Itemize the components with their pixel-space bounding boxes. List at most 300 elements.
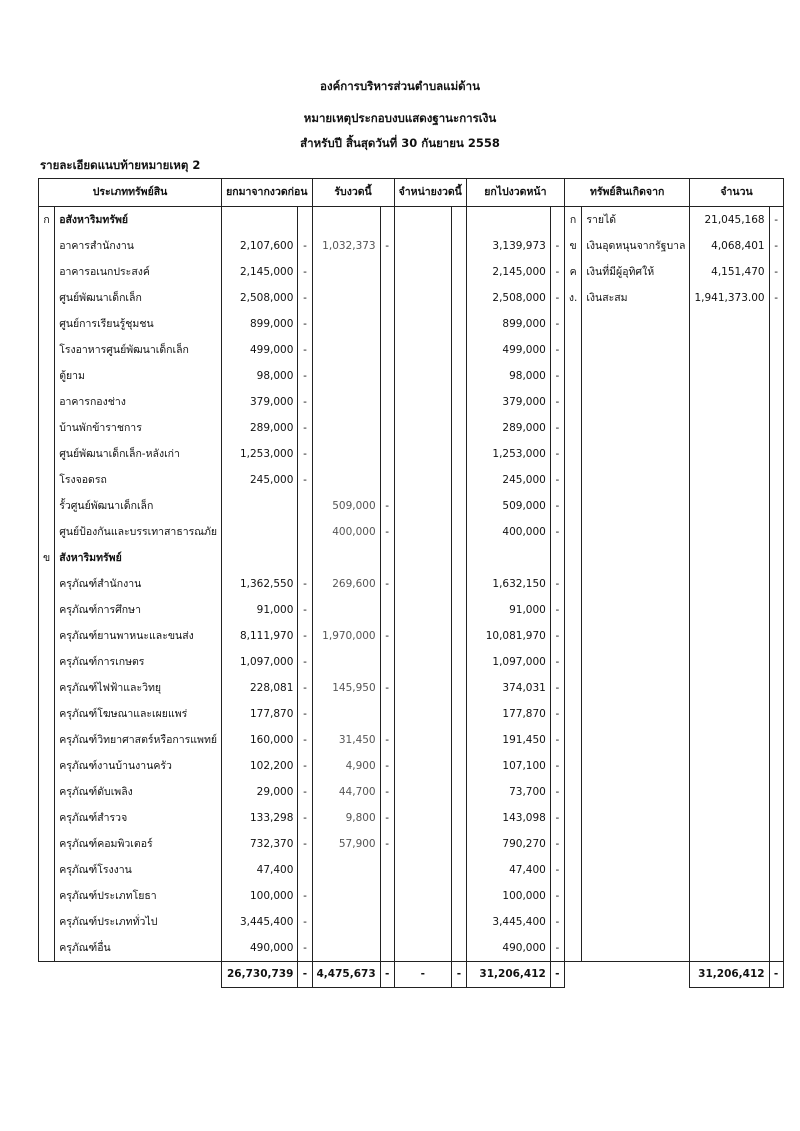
row-mark (39, 753, 55, 779)
dash-mark: - (298, 311, 312, 337)
carried-forward-value: 73,700 (466, 779, 550, 805)
disposed-value (394, 649, 451, 675)
dash-mark (451, 623, 466, 649)
table-row (39, 909, 784, 935)
source-mark (564, 545, 581, 571)
source-mark (564, 311, 581, 337)
asset-name: ครุภัณฑ์สำนักงาน (55, 571, 222, 597)
received-value (312, 597, 380, 623)
carried-forward-value: 107,100 (466, 753, 550, 779)
received-value: 44,700 (312, 779, 380, 805)
brought-forward-value: 3,445,400 (222, 909, 298, 935)
dash-mark (451, 831, 466, 857)
source-amount (690, 311, 769, 337)
dash-mark (769, 935, 783, 962)
disposed-value (394, 467, 451, 493)
source-amount (690, 779, 769, 805)
disposed-value (394, 675, 451, 701)
dash-mark (769, 753, 783, 779)
dash-mark (380, 467, 394, 493)
disposed-value (394, 805, 451, 831)
received-value (312, 935, 380, 962)
source-amount (690, 831, 769, 857)
source-amount (690, 883, 769, 909)
disposed-value (394, 389, 451, 415)
source-name: เงินที่มีผู้อุทิศให้ (582, 259, 690, 285)
carried-forward-value: 499,000 (466, 337, 550, 363)
source-name (582, 831, 690, 857)
dash-mark: - (380, 571, 394, 597)
received-value: 509,000 (312, 493, 380, 519)
asset-name: ครุภัณฑ์งานบ้านงานครัว (55, 753, 222, 779)
dash-mark (380, 857, 394, 883)
row-mark (39, 857, 55, 883)
source-amount (690, 441, 769, 467)
dash-mark (769, 571, 783, 597)
total-received: 4,475,673 (312, 962, 380, 988)
dash-mark: - (550, 675, 564, 701)
asset-name: ศูนย์การเรียนรู้ชุมชน (55, 311, 222, 337)
dash-mark: - (298, 649, 312, 675)
dash-mark: - (298, 883, 312, 909)
row-mark (39, 909, 55, 935)
table-row (39, 805, 784, 831)
dash-mark: - (380, 727, 394, 753)
table-row (39, 259, 784, 285)
asset-name: สังหาริมทรัพย์ (55, 545, 222, 571)
dash-mark: - (550, 909, 564, 935)
brought-forward-value: 91,000 (222, 597, 298, 623)
row-mark (39, 649, 55, 675)
source-name (582, 883, 690, 909)
received-value: 31,450 (312, 727, 380, 753)
source-amount (690, 805, 769, 831)
table-row (39, 311, 784, 337)
note-label: รายละเอียดแนบท้ายหมายเหตุ 2 (40, 158, 201, 172)
table-row (39, 675, 784, 701)
dash-mark: - (298, 467, 312, 493)
table-row (39, 519, 784, 545)
dash-mark: - (298, 935, 312, 962)
source-amount (690, 545, 769, 571)
carried-forward-value (466, 545, 550, 571)
source-name (582, 363, 690, 389)
received-value: 1,032,373 (312, 233, 380, 259)
dash-mark (769, 493, 783, 519)
carried-forward-value: 98,000 (466, 363, 550, 389)
brought-forward-value (222, 207, 298, 234)
table-row (39, 935, 784, 962)
dash-mark (380, 597, 394, 623)
source-name (582, 727, 690, 753)
dash-mark: - (298, 441, 312, 467)
dash-mark (451, 675, 466, 701)
carried-forward-value: 1,097,000 (466, 649, 550, 675)
dash-mark (451, 389, 466, 415)
dash-mark (769, 909, 783, 935)
source-name (582, 389, 690, 415)
dash-mark: - (380, 233, 394, 259)
received-value (312, 311, 380, 337)
dash-mark: - (298, 363, 312, 389)
disposed-value (394, 883, 451, 909)
dash-mark (769, 805, 783, 831)
dash-mark: - (298, 623, 312, 649)
source-name (582, 701, 690, 727)
dash-mark (298, 519, 312, 545)
dash-mark: - (298, 571, 312, 597)
asset-name: ครุภัณฑ์โรงงาน (55, 857, 222, 883)
source-mark (564, 389, 581, 415)
source-mark: ง. (564, 285, 581, 311)
carried-forward-value: 10,081,970 (466, 623, 550, 649)
dash-mark: - (298, 337, 312, 363)
source-mark (564, 441, 581, 467)
carried-forward-value: 1,253,000 (466, 441, 550, 467)
dash-mark: - (550, 779, 564, 805)
total-row (39, 962, 784, 988)
row-mark (39, 415, 55, 441)
source-amount (690, 467, 769, 493)
received-value: 9,800 (312, 805, 380, 831)
brought-forward-value: 47,400 (222, 857, 298, 883)
row-mark (39, 259, 55, 285)
asset-name: ครุภัณฑ์การเกษตร (55, 649, 222, 675)
asset-name: อสังหาริมทรัพย์ (55, 207, 222, 234)
received-value: 269,600 (312, 571, 380, 597)
total-dash: - (451, 962, 466, 988)
disposed-value (394, 701, 451, 727)
carried-forward-value: 899,000 (466, 311, 550, 337)
received-value (312, 909, 380, 935)
dash-mark: - (550, 753, 564, 779)
source-name: รายได้ (582, 207, 690, 234)
disposed-value (394, 233, 451, 259)
table-row (39, 389, 784, 415)
source-mark (564, 935, 581, 962)
dash-mark (550, 207, 564, 234)
source-mark (564, 805, 581, 831)
brought-forward-value: 490,000 (222, 935, 298, 962)
source-name (582, 467, 690, 493)
brought-forward-value: 289,000 (222, 415, 298, 441)
brought-forward-value: 177,870 (222, 701, 298, 727)
dash-mark: - (550, 571, 564, 597)
source-name (582, 597, 690, 623)
asset-name: ศูนย์ป้องกันและบรรเทาสาธารณภัย (55, 519, 222, 545)
source-mark (564, 701, 581, 727)
received-value (312, 857, 380, 883)
table-row (39, 883, 784, 909)
row-mark (39, 701, 55, 727)
disposed-value (394, 259, 451, 285)
dash-mark: - (550, 519, 564, 545)
disposed-value (394, 311, 451, 337)
source-mark (564, 571, 581, 597)
disposed-value (394, 441, 451, 467)
source-amount (690, 519, 769, 545)
source-amount (690, 935, 769, 962)
source-mark (564, 519, 581, 545)
source-name: เงินสะสม (582, 285, 690, 311)
table-row (39, 727, 784, 753)
dash-mark (380, 545, 394, 571)
brought-forward-value: 102,200 (222, 753, 298, 779)
asset-name: โรงจอดรถ (55, 467, 222, 493)
row-mark (39, 363, 55, 389)
disposed-value (394, 519, 451, 545)
col-amount: จำนวน (690, 179, 783, 207)
received-value: 400,000 (312, 519, 380, 545)
dash-mark: - (769, 285, 783, 311)
col-disposed: จำหน่ายงวดนี้ (394, 179, 466, 207)
dash-mark: - (298, 675, 312, 701)
received-value (312, 363, 380, 389)
dash-mark (769, 545, 783, 571)
dash-mark (451, 753, 466, 779)
source-name (582, 649, 690, 675)
dash-mark (769, 779, 783, 805)
disposed-value (394, 415, 451, 441)
dash-mark: - (380, 805, 394, 831)
source-name (582, 415, 690, 441)
dash-mark (769, 441, 783, 467)
carried-forward-value: 400,000 (466, 519, 550, 545)
source-mark (564, 883, 581, 909)
source-mark (564, 597, 581, 623)
table-row (39, 831, 784, 857)
source-name (582, 753, 690, 779)
source-mark (564, 467, 581, 493)
carried-forward-value (466, 207, 550, 234)
dash-mark (769, 389, 783, 415)
document-title: หมายเหตุประกอบงบแสดงฐานะการเงิน (303, 111, 497, 125)
dash-mark (769, 675, 783, 701)
disposed-value (394, 597, 451, 623)
brought-forward-value: 1,362,550 (222, 571, 298, 597)
source-name (582, 337, 690, 363)
source-mark: ข (564, 233, 581, 259)
brought-forward-value: 98,000 (222, 363, 298, 389)
source-amount (690, 363, 769, 389)
dash-mark: - (298, 389, 312, 415)
dash-mark (380, 363, 394, 389)
dash-mark (451, 415, 466, 441)
organization-name: องค์การบริหารส่วนตำบลแม่ด้าน (320, 79, 480, 93)
dash-mark (769, 831, 783, 857)
dash-mark: - (550, 649, 564, 675)
received-value: 145,950 (312, 675, 380, 701)
brought-forward-value: 1,253,000 (222, 441, 298, 467)
dash-mark (451, 883, 466, 909)
dash-mark: - (380, 675, 394, 701)
row-mark (39, 285, 55, 311)
row-mark (39, 233, 55, 259)
disposed-value (394, 571, 451, 597)
row-mark: ก (39, 207, 55, 234)
dash-mark (451, 441, 466, 467)
table-row (39, 415, 784, 441)
dash-mark (451, 805, 466, 831)
col-brought-forward: ยกมาจากงวดก่อน (222, 179, 312, 207)
source-mark (564, 779, 581, 805)
source-mark (564, 623, 581, 649)
dash-mark (451, 857, 466, 883)
total-carried-forward: 31,206,412 (466, 962, 550, 988)
source-mark (564, 649, 581, 675)
dash-mark: - (380, 753, 394, 779)
source-name (582, 571, 690, 597)
dash-mark (380, 207, 394, 234)
row-mark (39, 935, 55, 962)
table-row (39, 597, 784, 623)
disposed-value (394, 545, 451, 571)
disposed-value (394, 753, 451, 779)
brought-forward-value: 8,111,970 (222, 623, 298, 649)
disposed-value (394, 623, 451, 649)
dash-mark (451, 233, 466, 259)
dash-mark: - (298, 233, 312, 259)
disposed-value (394, 363, 451, 389)
total-dash: - (550, 962, 564, 988)
disposed-value (394, 831, 451, 857)
source-amount (690, 597, 769, 623)
source-mark (564, 415, 581, 441)
dash-mark (380, 259, 394, 285)
row-mark (39, 779, 55, 805)
source-amount (690, 337, 769, 363)
source-amount (690, 727, 769, 753)
carried-forward-value: 2,508,000 (466, 285, 550, 311)
dash-mark: - (298, 779, 312, 805)
asset-name: ตู้ยาม (55, 363, 222, 389)
table-row (39, 571, 784, 597)
asset-name: ครุภัณฑ์โฆษณาและเผยแพร่ (55, 701, 222, 727)
dash-mark: - (550, 311, 564, 337)
table-row (39, 441, 784, 467)
carried-forward-value: 177,870 (466, 701, 550, 727)
asset-name: ครุภัณฑ์สำรวจ (55, 805, 222, 831)
source-name (582, 623, 690, 649)
brought-forward-value (222, 519, 298, 545)
dash-mark (451, 779, 466, 805)
source-mark: ก (564, 207, 581, 234)
dash-mark (769, 311, 783, 337)
asset-name: ครุภัณฑ์การศึกษา (55, 597, 222, 623)
source-amount: 1,941,373.00 (690, 285, 769, 311)
dash-mark: - (380, 623, 394, 649)
dash-mark (451, 701, 466, 727)
disposed-value (394, 285, 451, 311)
asset-name: ครุภัณฑ์วิทยาศาสตร์หรือการแพทย์ (55, 727, 222, 753)
brought-forward-value: 2,145,000 (222, 259, 298, 285)
source-mark (564, 857, 581, 883)
asset-name: โรงอาหารศูนย์พัฒนาเด็กเล็ก (55, 337, 222, 363)
dash-mark (380, 441, 394, 467)
dash-mark: - (550, 883, 564, 909)
dash-mark (298, 207, 312, 234)
dash-mark (769, 883, 783, 909)
dash-mark (451, 363, 466, 389)
dash-mark: - (550, 363, 564, 389)
asset-name: ศูนย์พัฒนาเด็กเล็ก-หลังเก่า (55, 441, 222, 467)
col-received: รับงวดนี้ (312, 179, 394, 207)
source-name (582, 519, 690, 545)
carried-forward-value: 509,000 (466, 493, 550, 519)
dash-mark (451, 909, 466, 935)
dash-mark: - (550, 493, 564, 519)
source-amount (690, 493, 769, 519)
carried-forward-value: 143,098 (466, 805, 550, 831)
carried-forward-value: 2,145,000 (466, 259, 550, 285)
dash-mark (380, 701, 394, 727)
row-mark (39, 311, 55, 337)
carried-forward-value: 374,031 (466, 675, 550, 701)
disposed-value (394, 779, 451, 805)
asset-name: ศูนย์พัฒนาเด็กเล็ก (55, 285, 222, 311)
asset-schedule-table (38, 178, 784, 988)
dash-mark (380, 415, 394, 441)
dash-mark (769, 415, 783, 441)
carried-forward-value: 289,000 (466, 415, 550, 441)
dash-mark: - (550, 935, 564, 962)
source-name (582, 675, 690, 701)
dash-mark: - (550, 831, 564, 857)
source-amount: 21,045,168 (690, 207, 769, 234)
total-dash: - (769, 962, 783, 988)
carried-forward-value: 245,000 (466, 467, 550, 493)
received-value (312, 701, 380, 727)
dash-mark (451, 935, 466, 962)
received-value (312, 207, 380, 234)
source-amount (690, 675, 769, 701)
carried-forward-value: 191,450 (466, 727, 550, 753)
source-mark (564, 753, 581, 779)
brought-forward-value: 133,298 (222, 805, 298, 831)
received-value (312, 259, 380, 285)
dash-mark (298, 545, 312, 571)
source-amount (690, 415, 769, 441)
dash-mark (769, 467, 783, 493)
asset-name: อาคารอเนกประสงค์ (55, 259, 222, 285)
dash-mark: - (550, 415, 564, 441)
received-value (312, 415, 380, 441)
received-value (312, 337, 380, 363)
source-name (582, 493, 690, 519)
dash-mark (550, 545, 564, 571)
brought-forward-value (222, 545, 298, 571)
row-mark (39, 519, 55, 545)
row-mark (39, 337, 55, 363)
dash-mark (769, 337, 783, 363)
row-mark (39, 571, 55, 597)
dash-mark: - (298, 701, 312, 727)
received-value (312, 285, 380, 311)
row-mark: ข (39, 545, 55, 571)
dash-mark: - (769, 259, 783, 285)
total-disposed: - (394, 962, 451, 988)
header-row (39, 179, 784, 207)
asset-name: อาคารสำนักงาน (55, 233, 222, 259)
dash-mark (380, 337, 394, 363)
dash-mark (451, 285, 466, 311)
brought-forward-value: 379,000 (222, 389, 298, 415)
carried-forward-value: 790,270 (466, 831, 550, 857)
source-name (582, 935, 690, 962)
dash-mark (298, 493, 312, 519)
brought-forward-value: 100,000 (222, 883, 298, 909)
row-mark (39, 389, 55, 415)
